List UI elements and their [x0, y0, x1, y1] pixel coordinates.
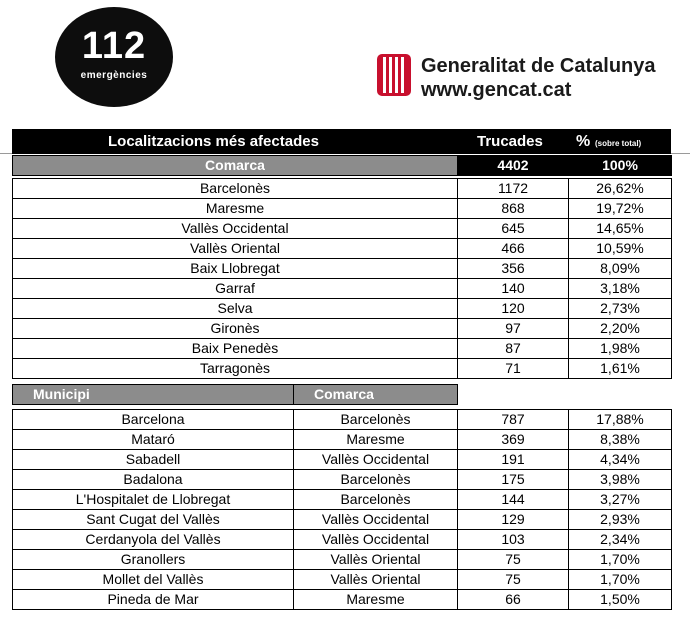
municipi-comarca-cell: Maresme: [293, 589, 458, 610]
municipi-comarca-cell: Barcelonès: [293, 409, 458, 430]
table-header: [12, 129, 671, 154]
municipi-pct-cell: 3,27%: [568, 489, 672, 510]
municipi-name-cell: L'Hospitalet de Llobregat: [12, 489, 294, 510]
comarca-calls-cell: 87: [457, 338, 569, 359]
municipi-calls-cell: 103: [457, 529, 569, 550]
municipi-calls-cell: 66: [457, 589, 569, 610]
municipi-name-cell: Sabadell: [12, 449, 294, 470]
municipi-calls-cell: 787: [457, 409, 569, 430]
municipi-name-cell: Mataró: [12, 429, 294, 450]
comarca-name-cell: Vallès Oriental: [12, 238, 458, 259]
total-pct: 100%: [568, 155, 672, 176]
municipi-section-header: Municipi: [12, 384, 294, 405]
comarca-name-cell: Baix Llobregat: [12, 258, 458, 279]
municipi-name-cell: Cerdanyola del Vallès: [12, 529, 294, 550]
municipi-pct-cell: 8,38%: [568, 429, 672, 450]
municipi-calls-cell: 191: [457, 449, 569, 470]
comarca-name-cell: Selva: [12, 298, 458, 319]
municipi-name-cell: Sant Cugat del Vallès: [12, 509, 294, 530]
comarca-pct-cell: 2,20%: [568, 318, 672, 339]
comarca-pct-cell: 1,61%: [568, 358, 672, 379]
municipi-comarca-cell: Vallès Occidental: [293, 529, 458, 550]
comarca-calls-cell: 466: [457, 238, 569, 259]
logo-112-subtitle: emergències: [80, 70, 148, 81]
comarca-pct-cell: 14,65%: [568, 218, 672, 239]
column-header-calls: Trucades: [477, 133, 543, 150]
comarca-calls-cell: 868: [457, 198, 569, 219]
comarca-pct-cell: 3,18%: [568, 278, 672, 299]
comarca-calls-cell: 71: [457, 358, 569, 379]
comarca-name-cell: Barcelonès: [12, 178, 458, 199]
municipi-pct-cell: 1,50%: [568, 589, 672, 610]
comarca-name-cell: Baix Penedès: [12, 338, 458, 359]
comarca-calls-cell: 140: [457, 278, 569, 299]
municipi-name-cell: Barcelona: [12, 409, 294, 430]
comarca-calls-cell: 1172: [457, 178, 569, 199]
comarca-name-cell: Tarragonès: [12, 358, 458, 379]
municipi-calls-cell: 75: [457, 569, 569, 590]
municipi-pct-cell: 1,70%: [568, 549, 672, 570]
logo-112-number: 112: [81, 25, 147, 67]
municipi-pct-cell: 2,93%: [568, 509, 672, 530]
comarca-pct-cell: 8,09%: [568, 258, 672, 279]
comarca-name-cell: Vallès Occidental: [12, 218, 458, 239]
comarca-pct-cell: 26,62%: [568, 178, 672, 199]
table-title: Localitzacions més afectades: [108, 133, 319, 150]
municipi-calls-cell: 144: [457, 489, 569, 510]
municipi-pct-cell: 3,98%: [568, 469, 672, 490]
generalitat-emblem-icon: [376, 53, 412, 97]
municipi-comarca-cell: Barcelonès: [293, 469, 458, 490]
municipi-pct-cell: 1,70%: [568, 569, 672, 590]
municipi-pct-cell: 17,88%: [568, 409, 672, 430]
municipi-comarca-cell: Vallès Occidental: [293, 449, 458, 470]
municipi-calls-cell: 129: [457, 509, 569, 530]
municipi-name-cell: Granollers: [12, 549, 294, 570]
comarca-name-cell: Gironès: [12, 318, 458, 339]
municipi-comarca-cell: Vallès Oriental: [293, 549, 458, 570]
comarca-calls-cell: 120: [457, 298, 569, 319]
municipi-comarca-cell: Barcelonès: [293, 489, 458, 510]
comarca-calls-cell: 356: [457, 258, 569, 279]
comarca-section-header: Comarca: [12, 155, 458, 176]
municipi-comarca-cell: Vallès Occidental: [293, 509, 458, 530]
comarca-pct-cell: 2,73%: [568, 298, 672, 319]
municipi-calls-cell: 175: [457, 469, 569, 490]
logo-112: [55, 7, 173, 107]
municipi-name-cell: Badalona: [12, 469, 294, 490]
comarca-name-cell: Maresme: [12, 198, 458, 219]
comarca-calls-cell: 645: [457, 218, 569, 239]
column-header-pct: %: [576, 133, 591, 150]
total-calls: 4402: [457, 155, 569, 176]
municipi-pct-cell: 4,34%: [568, 449, 672, 470]
municipi-comarca-cell: Vallès Oriental: [293, 569, 458, 590]
municipi-calls-cell: 369: [457, 429, 569, 450]
municipi-comarca-header: Comarca: [293, 384, 458, 405]
generalitat-name: Generalitat de Catalunya: [421, 55, 656, 77]
municipi-name-cell: Mollet del Vallès: [12, 569, 294, 590]
municipi-comarca-cell: Maresme: [293, 429, 458, 450]
comarca-calls-cell: 97: [457, 318, 569, 339]
municipi-pct-cell: 2,34%: [568, 529, 672, 550]
comarca-pct-cell: 1,98%: [568, 338, 672, 359]
comarca-name-cell: Garraf: [12, 278, 458, 299]
generalitat-url: www.gencat.cat: [421, 79, 572, 101]
column-header-pct-note: (sobre total): [595, 139, 642, 148]
comarca-pct-cell: 19,72%: [568, 198, 672, 219]
municipi-calls-cell: 75: [457, 549, 569, 570]
municipi-name-cell: Pineda de Mar: [12, 589, 294, 610]
comarca-pct-cell: 10,59%: [568, 238, 672, 259]
